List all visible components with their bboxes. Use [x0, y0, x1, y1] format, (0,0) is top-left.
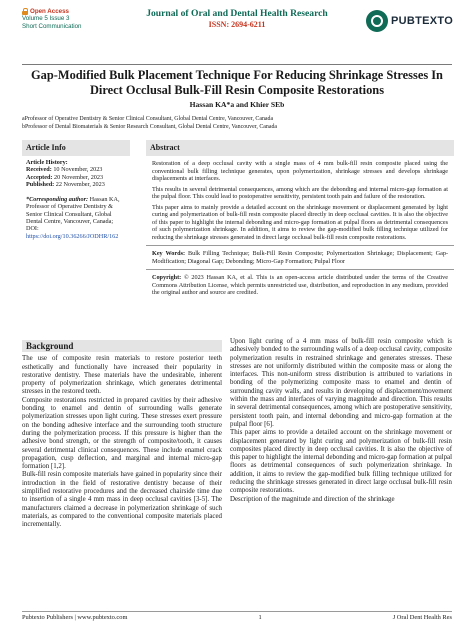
received-label: Received:	[26, 166, 52, 174]
page-footer	[22, 614, 452, 621]
body-right-column	[230, 338, 452, 504]
header-divider	[22, 64, 452, 65]
body-paragraph: The use of composite resin materials to restore posterior teeth esthetically and functionally have increased their popularity in restorative dentistry. These materials have the undesirable, inherent property of polymerization shrinkage, which generates detrimental stresses in the restored teeth.	[22, 355, 222, 396]
journal-header	[120, 8, 354, 30]
open-access-label: Open Access	[30, 8, 69, 15]
footer-publisher: Pubtexto Publishers | www.pubtexto.com	[22, 614, 128, 621]
article-title: Gap-Modified Bulk Placement Technique For Reducing Shrinkage Stresses In Direct Occlusal Bulk-Fill Resin Composite Restorations	[31, 68, 443, 97]
abstract-box	[146, 140, 454, 301]
abstract-paragraph: Restoration of a deep occlusal cavity with a single mass of 4 mm bulk-fill resin composite placed using the conventional bulk filling technique generates, upon polymerization, shrinkage stresses and develops shrinkage displacements at interfaces.	[152, 160, 448, 182]
journal-name: Journal of Oral and Dental Health Research	[146, 8, 328, 19]
copyright	[146, 269, 454, 301]
corresponding-label: *Corresponding author:	[26, 196, 89, 204]
keywords-label: Key Words:	[152, 250, 186, 257]
article-info-content	[22, 156, 130, 243]
article-authors: Hassan KA*a and Khier SEb	[189, 100, 285, 109]
accepted-date: 20 November, 2023	[54, 173, 104, 181]
received-date: 10 November, 2023	[53, 166, 103, 174]
accepted-label: Accepted:	[26, 173, 53, 181]
body-paragraph: Description of the magnitude and direction of the shrinkage	[230, 495, 395, 503]
journal-issn: ISSN: 2694-6211	[208, 20, 266, 29]
corresponding-text: Hassan KA, Professor of Operative Dentistry & Senior Clinical Consultant, Global Dental Centre, Vancouver, Canada;	[26, 196, 120, 226]
history-label: Article History:	[26, 159, 68, 166]
article-info-heading: Article Info	[22, 140, 130, 156]
doi-link[interactable]: https://doi.org/10.36266/JODHR/162	[26, 232, 119, 240]
open-access-badge	[22, 8, 82, 15]
body-paragraph: Bulk-fill resin composite materials have gained in popularity since their introduction in the field of restorative dentistry because of their simplified restorative procedures and the decreased chairside time due to insertion of a single 4 mm mass in deep occlusal cavities [3-5]. The manufacturers claimed a decrease in polymerization shrinkage of such materials, as compared to the conventional composite materials placed incrementally.	[22, 471, 222, 529]
affiliation-a: aProfessor of Operative Dentistry & Senior Clinical Consultant, Global Dental Centre, Vancouver, Canada	[22, 116, 274, 122]
keywords	[146, 245, 454, 269]
volume-label: Volume 5 Issue 3	[22, 15, 70, 23]
footer-divider	[22, 611, 452, 612]
publisher-logo	[366, 8, 456, 34]
copyright-text: © 2023 Hassan KA, et al. This is an open-access article distributed under the terms of the Creative Commons Attribution License, which permits unrestricted use, distribution, and reproduction in any medium, provided the original author and source are credited.	[152, 274, 448, 297]
abstract-paragraph: This results in several detrimental consequences, among which are the debonding and internal micro-gap formation at the pulpal floor. This could lead to postoperative sensitivity, persistent tooth pain and failure of the restoration.	[152, 185, 448, 200]
open-lock-icon	[22, 8, 28, 15]
copyright-label: Copyright:	[152, 274, 182, 282]
abstract-paragraph: This paper aims to mainly provide a detailed account on the shrinkage movement or displacement generated by light curing and polymerization of bulk-fill resin composite placed directly in deep occlusal cavities. It is also the objective of this paper to highlight the internal debonding and micro-gap formation at pulpal floors as detrimental consequences of such polymerization shrinkage. In addition, it aims to review the gap-modified bulk filling technique utilized for reducing the shrinkage stresses generated in direct large occlusal bulk-fill resin composite restorations.	[152, 203, 448, 241]
article-info-box	[22, 140, 130, 243]
page-number: 1	[258, 614, 262, 621]
affiliations	[22, 115, 452, 131]
header-left	[22, 8, 82, 30]
body-paragraph: This paper aims to provide a detailed account on the shrinkage movement or displacement generated by light curing and polymerization of bulk-fill resin composites placed directly in deep occlusal cavities. It is also the objective of this paper to highlight the internal debonding and micro-gap formation at pulpal floors as detrimental consequences of such polymerization shrinkage. In addition, it aims to review the gap-modified bulk filling technique utilized for reducing the shrinkage stresses generated in direct large occlusal bulk-fill resin composite restorations.	[230, 429, 452, 495]
body-left-column	[22, 340, 222, 530]
pubtexto-logo-icon	[366, 10, 388, 32]
footer-journal: J Oral Dent Health Res	[392, 614, 452, 621]
published-date: 22 November, 2023	[55, 180, 105, 188]
keywords-text: Bulk Filling Technique; Bulk-Fill Resin Composite; Polymerization Shrinkage; Displacement; Gap-Modification; Diagonal Gap; Debonding; Micro-Gap Formation; Pulpal Floor	[152, 250, 449, 265]
published-label: Published:	[26, 180, 55, 188]
background-heading: Background	[22, 340, 222, 352]
body-paragraph: Upon light curing of a 4 mm mass of bulk-fill resin composite which is adhesively bonded to the surrounding walls of a deep occlusal cavity, composite polymerization results in restrained shrinkage and generates stresses. These stresses are not uniformly distributed within the composite mass or along the interfaces. This non-uniform stress distribution is attributed to variations in bonding of the polymerizing composite mass to enamel and dentin of surrounding cavity walls, and results in developing of displacement/movement within the mass and interfaces of varying magnitude and direction. This results in several detrimental consequences, among which are postoperative sensitivity, persistent tooth pain, and internal debonding and micro-gap formation at the pulpal floor [6].	[230, 338, 452, 428]
affiliation-b: bProfessor of Dental Biomaterials & Senior Research Consultant, Global Dental Centre, Vancouver, Canada	[22, 124, 278, 130]
body-paragraph: Composite restorations restricted in prepared cavities by their adhesive bonding to enamel and dentin of surrounding walls generate polymerization stresses upon light curing. These stresses exert pressure on the bonding adhesive interface and the surrounding tooth structure during the polymerization process. If this pressure is higher than the adhesive bond strength, or the strength of composite/tooth, it causes several detrimental clinical consequences. These include enamel crack propagation, cusp deflection, and marginal and internal micro-gap formation [1,2].	[22, 396, 222, 471]
publisher-logo-text: PUBTEXTO	[391, 15, 454, 27]
abstract-heading: Abstract	[146, 140, 454, 156]
abstract-text	[146, 156, 454, 241]
doi-label: DOI:	[26, 225, 39, 233]
article-type-label: Short Communication	[22, 22, 82, 30]
